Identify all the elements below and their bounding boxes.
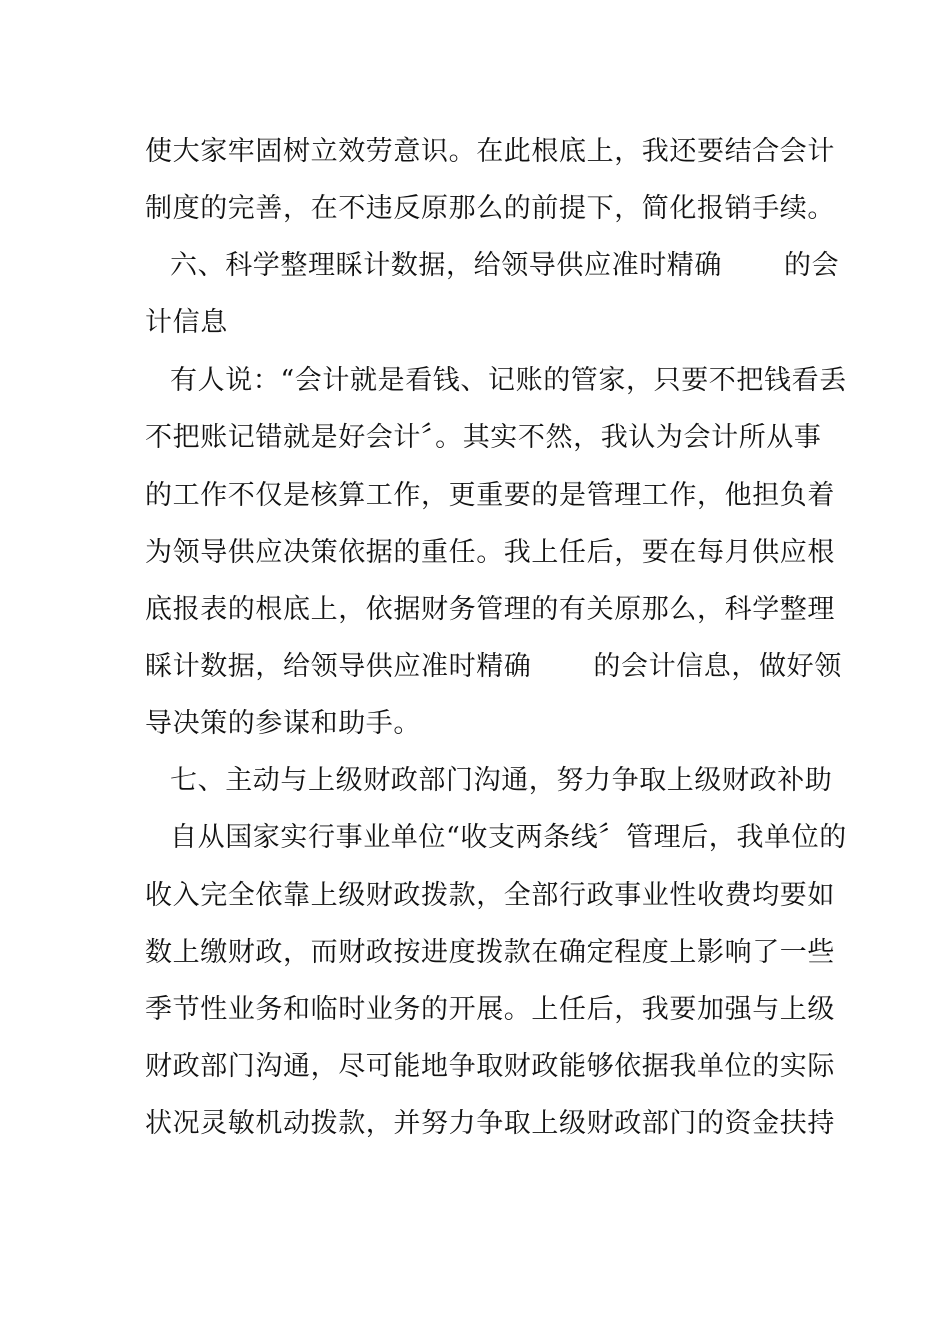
text-line: 的工作不仅是核算工作，更重要的是管理工作，他担负着 <box>145 480 835 511</box>
text-line: 状况灵敏机动拨款，并努力争取上级财政部门的资金扶持 <box>145 1108 835 1139</box>
text-line: 财政部门沟通，尽可能地争取财政能够依据我单位的实际 <box>145 1051 835 1082</box>
text-line: 使大家牢固树立效劳意识。在此根底上，我还要结合会计 <box>145 136 835 167</box>
section-heading <box>170 250 840 282</box>
text-segment: 睬计数据，给领导供应准时精确 <box>145 651 532 682</box>
text-line: 底报表的根底上，依据财务管理的有关原那么，科学整理 <box>145 594 835 625</box>
text-line: 季节性业务和临时业务的开展。上任后，我要加强与上级 <box>145 994 835 1025</box>
text-line: 不把账记错就是好会计〞。其实不然，我认为会计所从事 <box>145 422 822 453</box>
text-line: 有人说：“会计就是看钱、记账的管家，只要不把钱看丢 <box>170 365 847 396</box>
text-line: 制度的完善，在不违反原那么的前提下，简化报销手续。 <box>145 193 835 224</box>
text-line: 导决策的参谋和助手。 <box>145 708 421 739</box>
text-line: 收入完全依靠上级财政拨款，全部行政事业性收费均要如 <box>145 880 835 911</box>
text-line: 为领导供应决策依据的重任。我上任后，要在每月供应根 <box>145 537 835 568</box>
section-heading-wrap: 计信息 <box>145 307 228 338</box>
section-heading-text-cont: 的会 <box>784 250 840 281</box>
text-line <box>145 651 842 683</box>
text-line: 数上缴财政，而财政按进度拨款在确定程度上影响了一些 <box>145 937 835 968</box>
text-segment-cont: 的会计信息，做好领 <box>593 651 842 682</box>
section-heading: 七、主动与上级财政部门沟通，努力争取上级财政补助 <box>170 765 833 796</box>
text-line: 自从国家实行事业单位“收支两条线〞管理后，我单位的 <box>170 822 847 853</box>
section-heading-text: 六、科学整理睬计数据，给领导供应准时精确 <box>170 250 722 281</box>
